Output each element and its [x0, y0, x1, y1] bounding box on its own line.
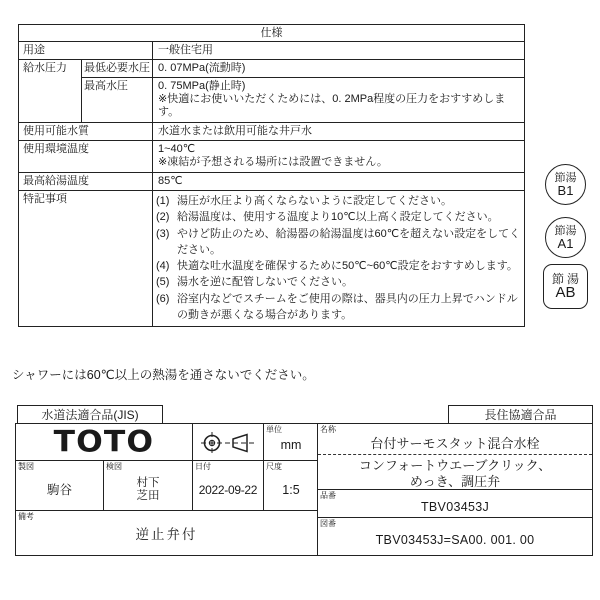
badge-label: 節湯 — [551, 271, 582, 286]
setsuyu-b1-badge-icon — [545, 164, 586, 205]
table-row — [19, 191, 524, 326]
row-value-ambient-temp — [153, 141, 524, 172]
checked-by-values — [137, 477, 160, 503]
note-marker: (1) — [156, 195, 170, 207]
table-row-group-pressure — [19, 60, 524, 123]
table-row — [82, 78, 524, 122]
date-label: 日付 — [195, 462, 211, 471]
drawing-title-block — [15, 405, 593, 556]
scale-value: 1:5 — [282, 482, 300, 497]
note-item — [156, 209, 522, 225]
value-line-note: ※快適にお使いいただくためには、0. 2MPa程度の圧力をおすすめします。 — [158, 93, 506, 118]
unit-label: 単位 — [266, 425, 282, 434]
product-name-subvalue: コンフォートウエーブクリック、めっき、調圧弁 — [358, 458, 552, 489]
table-row — [82, 60, 524, 78]
row-value-max-hot-water-temp: 85℃ — [158, 175, 183, 187]
row-value-usage: 一般住宅用 — [158, 44, 213, 56]
remarks-cell — [16, 511, 317, 555]
product-name-cell — [318, 424, 592, 490]
third-angle-projection-icon — [200, 431, 256, 455]
value-line: 1~40℃ — [158, 143, 196, 155]
toto-logo — [16, 424, 193, 460]
checked-by-label: 検図 — [106, 462, 122, 471]
note-item — [156, 258, 522, 274]
checked-by-name-1: 村下 — [136, 477, 160, 489]
note-text: 湯水を逆に配管しないでください。 — [177, 276, 353, 289]
note-text: 快適な吐水温度を確保するために50℃~60℃設定をおすすめします。 — [177, 260, 518, 273]
badge-label: 節湯 — [554, 171, 577, 184]
row-value-water-quality: 水道水または飲用可能な井戸水 — [158, 125, 312, 137]
product-name-value: 台付サーモスタット混合水栓 — [318, 436, 592, 455]
note-marker: (6) — [156, 292, 170, 305]
spec-table-title: 仕様 — [19, 25, 524, 42]
drawing-number-cell — [318, 518, 592, 555]
shower-warning-note: シャワーには60℃以上の熱湯を通さないでください。 — [12, 368, 315, 382]
badge-label: 節湯 — [554, 224, 577, 237]
value-line-note: ※凍結が予想される場所には設置できません。 — [158, 156, 388, 168]
note-marker: (3) — [156, 227, 170, 240]
row-label-water-quality: 使用可能水質 — [19, 123, 153, 140]
jis-certification-label: 水道法適合品(JIS) — [17, 405, 163, 424]
special-notes-list — [153, 191, 524, 326]
row-label-usage: 用途 — [19, 42, 153, 59]
drawn-by-cell — [16, 461, 104, 510]
row-label-ambient-temp: 使用環境温度 — [19, 141, 153, 172]
note-text: やけど防止のため、給湯器の給湯温度は60℃を超えない設定をしてください。 — [177, 227, 521, 256]
scale-label: 尺度 — [266, 462, 282, 471]
badge-code: AB — [555, 283, 576, 301]
spec-table — [18, 24, 525, 327]
row-sublabel-max-pressure: 最高水圧 — [82, 78, 153, 122]
part-number-label: 品番 — [320, 491, 336, 500]
note-item — [156, 226, 522, 259]
unit-cell — [264, 424, 318, 460]
remarks-label: 備考 — [18, 512, 34, 521]
drawing-number-value: TBV03453J=SA00. 001. 00 — [375, 533, 535, 547]
setsuyu-ab-badge-icon — [543, 264, 588, 309]
note-marker: (4) — [156, 260, 170, 273]
row-label-max-hot-water-temp: 最高給湯温度 — [19, 173, 153, 190]
value-line: 0. 75MPa(静止時) — [158, 80, 246, 92]
unit-value: mm — [280, 438, 302, 452]
table-row — [19, 42, 524, 60]
note-text: 給湯温度は、使用する温度より10℃以上高く設定してください。 — [177, 211, 499, 224]
note-marker: (5) — [156, 276, 170, 289]
row-sublabel-min-pressure: 最低必要水圧 — [82, 60, 153, 77]
remarks-value: 逆止弁付 — [135, 527, 198, 542]
table-row — [19, 173, 524, 191]
note-item — [156, 274, 522, 290]
checked-by-cell — [104, 461, 193, 510]
row-value-min-pressure: 0. 07MPa(流動時) — [158, 62, 246, 74]
note-text: 浴室内などでスチームをご使用の際は、器具内の圧力上昇でハンドルの動きが悪くなる場合があります。 — [177, 292, 518, 322]
projection-symbol-cell — [193, 424, 264, 460]
note-item — [156, 291, 522, 324]
setsuyu-a1-badge-icon — [545, 217, 586, 258]
badge-code: B1 — [557, 182, 574, 198]
part-number-cell — [318, 490, 592, 518]
note-marker: (2) — [156, 211, 170, 224]
row-value-max-pressure — [153, 78, 524, 122]
note-item — [156, 193, 522, 209]
product-name-label: 名称 — [320, 425, 336, 434]
scale-cell — [264, 461, 318, 510]
part-number-value: TBV03453J — [420, 500, 490, 514]
note-text: 湯圧が水圧より高くならないように設定してください。 — [177, 195, 452, 207]
drawing-number-label: 図番 — [320, 519, 336, 528]
row-label-special-notes: 特記事項 — [19, 191, 153, 326]
chojukyo-certification-label: 長住協適合品 — [448, 405, 593, 424]
row-label-supply-pressure: 給水圧力 — [19, 60, 82, 122]
date-value: 2022-09-22 — [198, 482, 258, 497]
table-row — [19, 123, 524, 141]
table-row — [19, 141, 524, 173]
title-block-main — [15, 423, 593, 556]
badge-code: A1 — [557, 235, 574, 251]
checked-by-name-2: 芝田 — [136, 490, 160, 502]
drawn-by-label: 製図 — [18, 462, 34, 471]
date-cell — [193, 461, 264, 510]
toto-logo-text: TOTO — [53, 424, 155, 459]
drawn-by-value: 駒谷 — [46, 482, 72, 497]
